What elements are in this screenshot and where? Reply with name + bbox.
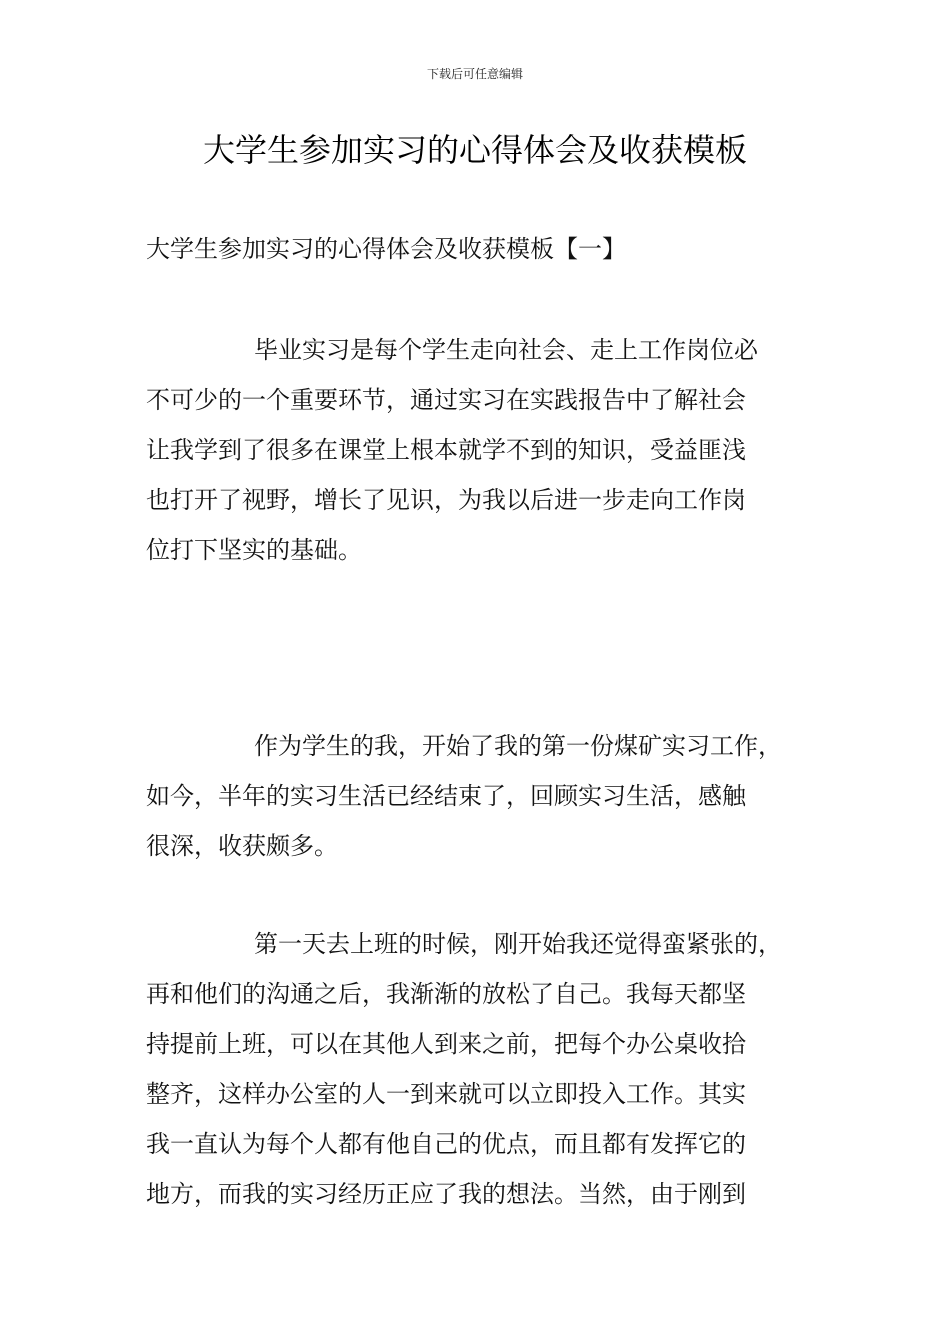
paragraph-line: 位打下坚实的基础。 xyxy=(146,536,362,564)
paragraph-line: 毕业实习是每个学生走向社会、走上工作岗位必 xyxy=(254,336,758,364)
header-note: 下载后可任意编辑 xyxy=(426,67,523,81)
paragraph-line: 作为学生的我，开始了我的第一份煤矿实习工作， xyxy=(254,732,782,760)
paragraph-line: 地方，而我的实习经历正应了我的想法。当然，由于刚到 xyxy=(146,1180,746,1208)
paragraph-line: 再和他们的沟通之后，我渐渐的放松了自己。我每天都坚 xyxy=(146,980,746,1008)
paragraph-line: 整齐，这样办公室的人一到来就可以立即投入工作。其实 xyxy=(146,1080,746,1108)
paragraph-2 xyxy=(146,721,826,871)
paragraph-3 xyxy=(146,919,826,1219)
paragraph-1 xyxy=(146,325,826,575)
paragraph-line: 也打开了视野，增长了见识，为我以后进一步走向工作岗 xyxy=(146,486,746,514)
paragraph-line: 如今，半年的实习生活已经结束了，回顾实习生活，感触 xyxy=(146,782,746,810)
paragraph-line: 我一直认为每个人都有他自己的优点，而且都有发挥它的 xyxy=(146,1130,746,1158)
paragraph-line: 不可少的一个重要环节，通过实习在实践报告中了解社会 xyxy=(146,386,746,414)
paragraph-line: 第一天去上班的时候，刚开始我还觉得蛮紧张的， xyxy=(254,930,782,958)
document-title: 大学生参加实习的心得体会及收获模板 xyxy=(202,131,747,169)
paragraph-line: 很深，收获颇多。 xyxy=(146,832,338,860)
paragraph-line: 持提前上班，可以在其他人到来之前，把每个办公桌收拾 xyxy=(146,1030,746,1058)
section-heading: 大学生参加实习的心得体会及收获模板【一】 xyxy=(146,235,626,263)
paragraph-line: 让我学到了很多在课堂上根本就学不到的知识，受益匪浅 xyxy=(146,436,746,464)
